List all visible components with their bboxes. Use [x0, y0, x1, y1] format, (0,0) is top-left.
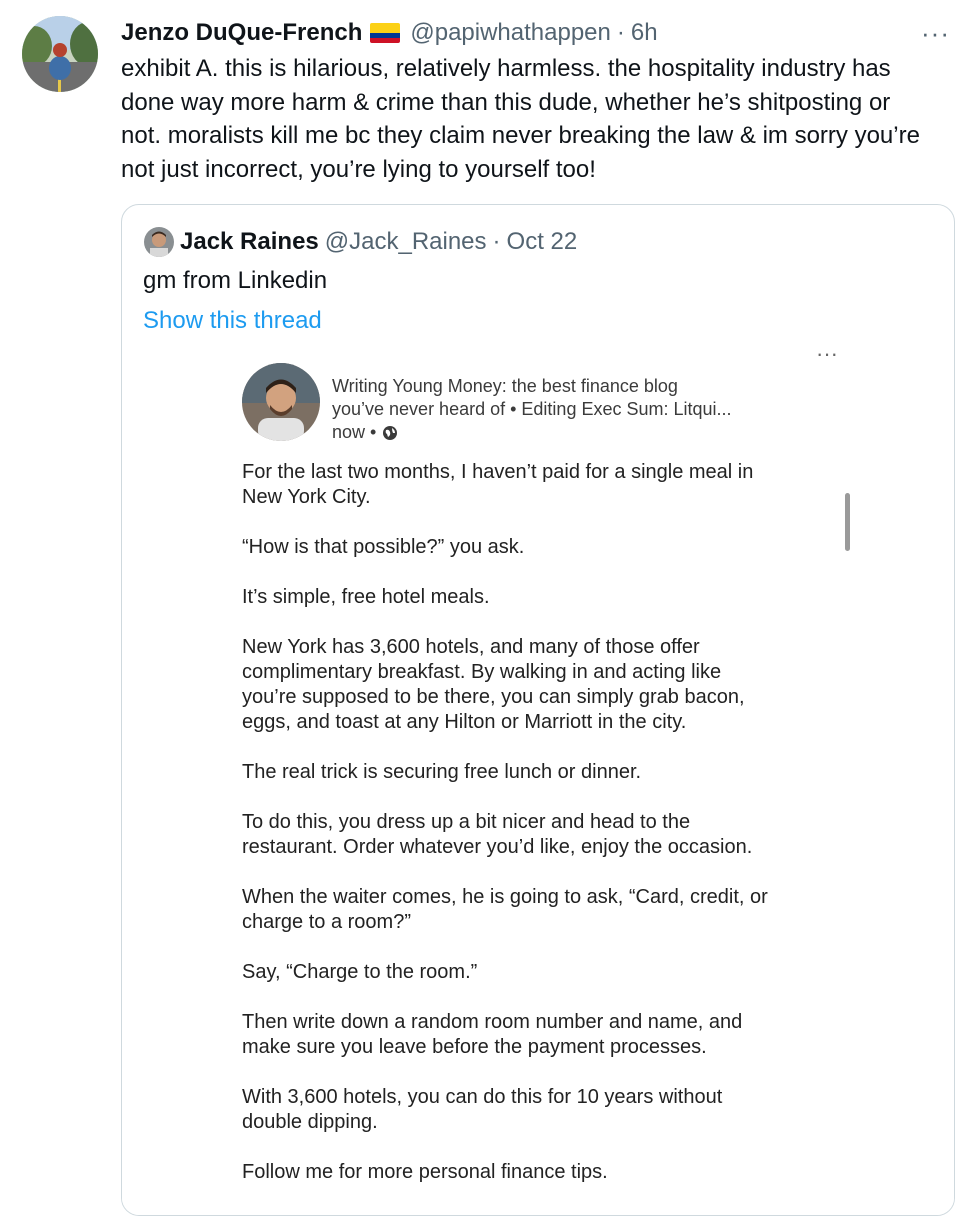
more-options-icon[interactable]: ··· [921, 18, 950, 48]
quoted-author-avatar [144, 227, 174, 257]
colombia-flag-icon [370, 23, 400, 43]
linkedin-headline-line1: Writing Young Money: the best finance blog [332, 376, 678, 396]
scrollbar[interactable] [845, 493, 850, 551]
post-paragraph: With 3,600 hotels, you can do this for 10 years without double dipping. [242, 1086, 723, 1133]
quoted-tweet-card[interactable] [121, 204, 955, 1216]
show-thread-link[interactable]: Show this thread [143, 307, 322, 334]
tweet-time[interactable]: 6h [630, 19, 658, 46]
linkedin-post-body [242, 460, 842, 1210]
quoted-tweet-text: gm from Linkedin [143, 267, 328, 294]
post-paragraph: It’s simple, free hotel meals. [242, 586, 490, 608]
tweet-header [121, 16, 658, 50]
linkedin-screenshot[interactable] [122, 341, 954, 1216]
post-paragraph: When the waiter comes, he is going to ask, “Card, credit, or charge to a room?” [242, 886, 768, 933]
quoted-author-name[interactable]: Jack Raines [180, 228, 319, 255]
linkedin-more-icon: ··· [816, 341, 838, 366]
post-paragraph: For the last two months, I haven’t paid for a single meal in New York City. [242, 461, 754, 508]
post-paragraph: To do this, you dress up a bit nicer and head to the restaurant. Order whatever you’d like, enjoy the occasion. [242, 811, 753, 858]
globe-icon [382, 425, 398, 441]
linkedin-time-text: now • [332, 422, 377, 442]
quoted-tweet-header [180, 225, 577, 259]
tweet-text: exhibit A. this is hilarious, relatively harmless. the hospitality industry has done way more harm & crime than this dude, whether he’s shitposting or not. moralists kill me bc they claim never breaking the law & im sorry you’re not just incorrect, you’re lying to yourself too! [121, 55, 920, 183]
post-paragraph: “How is that possible?” you ask. [242, 536, 525, 558]
linkedin-avatar [242, 363, 320, 441]
author-handle[interactable]: @papiwhathappen [410, 19, 611, 46]
separator-dot: · [616, 19, 625, 46]
post-paragraph: The real trick is securing free lunch or dinner. [242, 761, 642, 783]
post-paragraph: Say, “Charge to the room.” [242, 961, 478, 983]
linkedin-headline [332, 375, 732, 444]
post-paragraph: Then write down a random room number and name, and make sure you leave before the payment processes. [242, 1011, 743, 1058]
post-paragraph: New York has 3,600 hotels, and many of those offer complimentary breakfast. By walking in and acting like you’re supposed to be there, you can simply grab bacon, eggs, and toast at any Hilton or Marriott in the city. [242, 636, 745, 733]
quoted-author-handle[interactable]: @Jack_Raines [324, 228, 487, 255]
author-avatar[interactable] [22, 16, 98, 92]
linkedin-cut-off-name [332, 347, 337, 359]
author-name[interactable]: Jenzo DuQue-French [121, 19, 363, 46]
linkedin-headline-line2: you’ve never heard of • Editing Exec Sum: Litqui... [332, 399, 732, 419]
quoted-tweet-date[interactable]: Oct 22 [506, 228, 578, 255]
post-paragraph: Follow me for more personal finance tips. [242, 1161, 608, 1183]
separator-dot: · [492, 228, 501, 255]
linkedin-post-time [332, 421, 732, 444]
